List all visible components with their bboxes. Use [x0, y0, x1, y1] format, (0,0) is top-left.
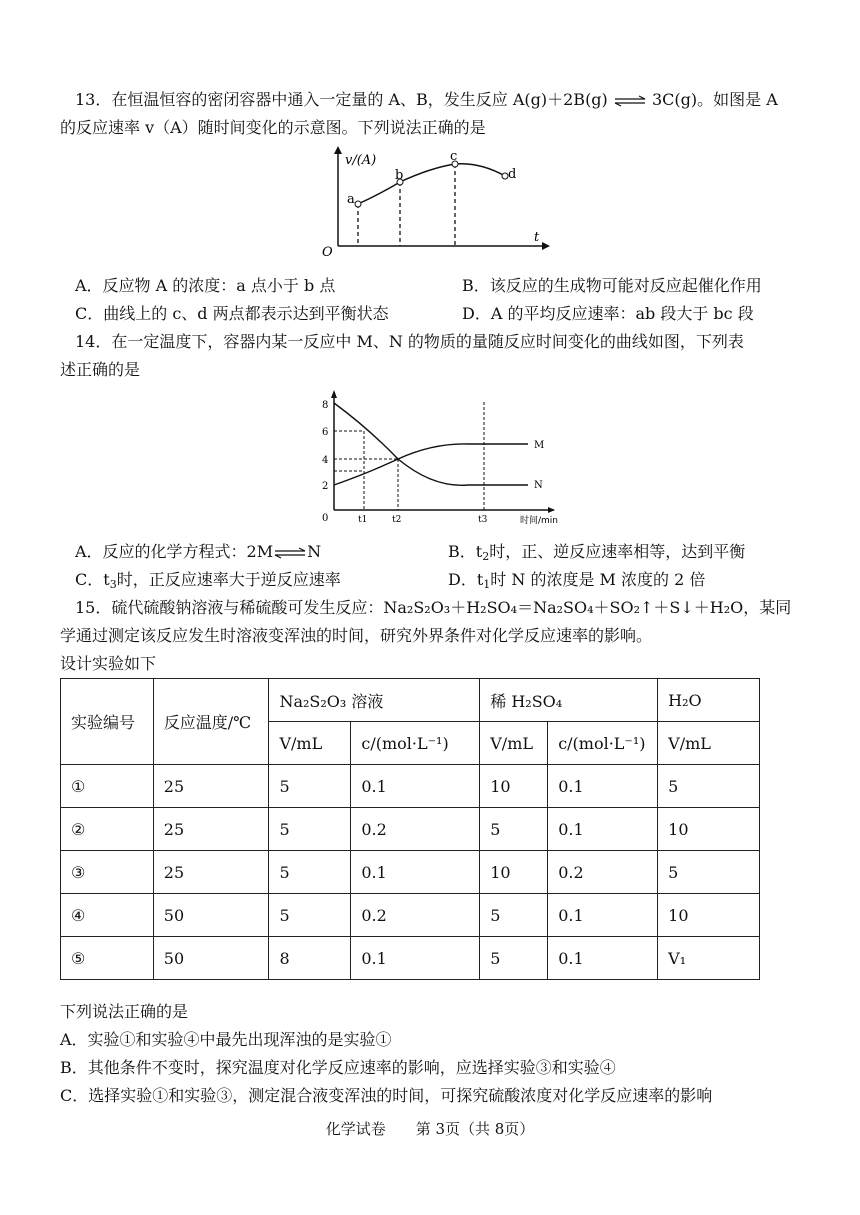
reversible-arrow-icon: [273, 547, 307, 559]
cell: 50: [153, 937, 269, 980]
cell: 10: [658, 894, 760, 937]
cell: 0.1: [548, 808, 658, 851]
cell: 8: [269, 937, 351, 980]
cell: 5: [480, 808, 548, 851]
q15-option-a: A．实验①和实验④中最先出现浑浊的是实验①: [60, 1030, 392, 1049]
q13-option-d: D．A 的平均反应速率：ab 段大于 bc 段: [462, 304, 754, 323]
q14-amount-time-graph: [308, 388, 576, 530]
q14-ytick-2: 2: [322, 481, 329, 492]
q14-ytick-8: 8: [322, 400, 329, 411]
q14-xtick-t2: t2: [392, 515, 402, 525]
header-experiment-no: 实验编号: [61, 679, 154, 765]
cell: 5: [480, 937, 548, 980]
q14-option-b-tail: 时，正、逆反应速率相等，达到平衡: [489, 542, 746, 561]
q13-origin: O: [322, 245, 333, 258]
cell: 0.1: [548, 765, 658, 808]
subheader-v: V/mL: [480, 722, 548, 765]
cell: 5: [480, 894, 548, 937]
q15-experiment-table: [60, 678, 760, 980]
cell: 25: [153, 851, 269, 894]
q13-stem-line1: [75, 88, 778, 112]
q14-option-a: [75, 540, 321, 564]
q14-option-c-text: C．t: [75, 570, 110, 589]
cell: V₁: [658, 937, 760, 980]
q13-stem-part1: 13．在恒温恒容的密闭容器中通入一定量的 A、B，发生反应 A(g)＋2B(g): [75, 90, 608, 109]
cell: ③: [61, 851, 154, 894]
q14-stem-line2: 述正确的是: [60, 360, 141, 379]
q13-point-c: c: [450, 149, 458, 164]
cell: 0.1: [351, 851, 480, 894]
q14-xtick-t1: t1: [358, 515, 368, 525]
table-row: [61, 808, 760, 851]
table-row: [61, 851, 760, 894]
cell: 0.2: [351, 894, 480, 937]
q13-option-b: B．该反应的生成物可能对反应起催化作用: [462, 276, 762, 295]
q14-option-c: [75, 568, 341, 592]
subheader-c: c/(mol·L⁻¹): [548, 722, 658, 765]
q14-origin: 0: [322, 513, 329, 524]
header-temperature: 反应温度/℃: [153, 679, 269, 765]
q15-option-c: C．选择实验①和实验③，测定混合液变浑浊的时间，可探究硫酸浓度对化学反应速率的影响: [60, 1086, 713, 1105]
q14-option-d-tail: 时 N 的浓度是 M 浓度的 2 倍: [490, 570, 706, 589]
q14-option-d: [448, 568, 705, 592]
cell: 5: [269, 894, 351, 937]
subheader-v: V/mL: [658, 722, 760, 765]
q13-option-c: C．曲线上的 c、d 两点都表示达到平衡状态: [75, 304, 389, 323]
cell: 25: [153, 808, 269, 851]
cell: 0.2: [351, 808, 480, 851]
q14-option-d-text: D．t: [448, 570, 484, 589]
cell: 0.1: [351, 937, 480, 980]
q15-prompt: 下列说法正确的是: [60, 1002, 189, 1021]
header-h2so4: 稀 H₂SO₄: [480, 679, 658, 722]
cell: 5: [269, 851, 351, 894]
q15-design-label: 设计实验如下: [60, 654, 157, 673]
cell: 0.1: [351, 765, 480, 808]
table-header-row: [61, 679, 760, 722]
header-na2s2o3: Na₂S₂O₃ 溶液: [269, 679, 480, 722]
subheader-c: c/(mol·L⁻¹): [351, 722, 480, 765]
q14-stem-line1: 14．在一定温度下，容器内某一反应中 M、N 的物质的量随反应时间变化的曲线如图，下列表: [75, 332, 744, 351]
q15-stem-line1: 15．硫代硫酸钠溶液与稀硫酸可发生反应：Na₂S₂O₃＋H₂SO₄＝Na₂SO₄＋SO₂↑＋S↓＋H₂O，某同: [75, 598, 792, 617]
q13-ylabel: v/(A): [345, 153, 377, 168]
q13-option-a: A．反应物 A 的浓度：a 点小于 b 点: [75, 276, 336, 295]
q14-option-c-tail: 时，正反应速率大于逆反应速率: [116, 570, 341, 589]
cell: 50: [153, 894, 269, 937]
q14-option-d-sub: 1: [483, 578, 491, 591]
cell: 5: [269, 808, 351, 851]
q13-rate-time-graph: [320, 146, 550, 258]
header-water: H₂O: [658, 679, 760, 722]
cell: 10: [480, 851, 548, 894]
q14-option-b-text: B．t: [448, 542, 483, 561]
cell: 5: [269, 765, 351, 808]
q14-ytick-4: 4: [322, 455, 329, 466]
page-footer: 化学试卷 第 3页（共 8页）: [325, 1120, 535, 1138]
q14-ytick-6: 6: [322, 427, 329, 438]
q14-xtick-t3: t3: [478, 515, 488, 525]
q14-option-a-text: A．反应的化学方程式：2M: [75, 542, 274, 561]
cell: ①: [61, 765, 154, 808]
reversible-arrow-icon: [613, 95, 647, 107]
table-row: [61, 894, 760, 937]
cell: 0.2: [548, 851, 658, 894]
q14-option-a-tail: N: [307, 542, 322, 561]
q14-option-b: [448, 540, 745, 564]
q13-stem-part2: 3C(g)。如图是 A: [651, 90, 778, 109]
cell: ④: [61, 894, 154, 937]
q15-option-b: B．其他条件不变时，探究温度对化学反应速率的影响，应选择实验③和实验④: [60, 1058, 616, 1077]
q13-xlabel: t: [534, 230, 540, 245]
cell: 0.1: [548, 937, 658, 980]
q13-stem-line2: 的反应速率 v（A）随时间变化的示意图。下列说法正确的是: [60, 118, 486, 137]
q14-xlabel: 时间/min: [520, 516, 559, 526]
q14-series-m: M: [534, 440, 545, 451]
cell: 25: [153, 765, 269, 808]
q13-point-a: a: [347, 192, 355, 207]
q13-point-d: d: [508, 167, 517, 182]
q13-point-b: b: [395, 168, 404, 183]
cell: 0.1: [548, 894, 658, 937]
cell: 5: [658, 851, 760, 894]
table-row: [61, 937, 760, 980]
q14-series-n: N: [534, 480, 543, 491]
cell: 10: [658, 808, 760, 851]
cell: 10: [480, 765, 548, 808]
q15-stem-line2: 学通过测定该反应发生时溶液变浑浊的时间，研究外界条件对化学反应速率的影响。: [60, 626, 653, 645]
cell: ⑤: [61, 937, 154, 980]
subheader-v: V/mL: [269, 722, 351, 765]
q14-option-b-sub: 2: [482, 550, 490, 563]
cell: ②: [61, 808, 154, 851]
q14-option-c-sub: 3: [109, 578, 117, 591]
table-row: [61, 765, 760, 808]
cell: 5: [658, 765, 760, 808]
